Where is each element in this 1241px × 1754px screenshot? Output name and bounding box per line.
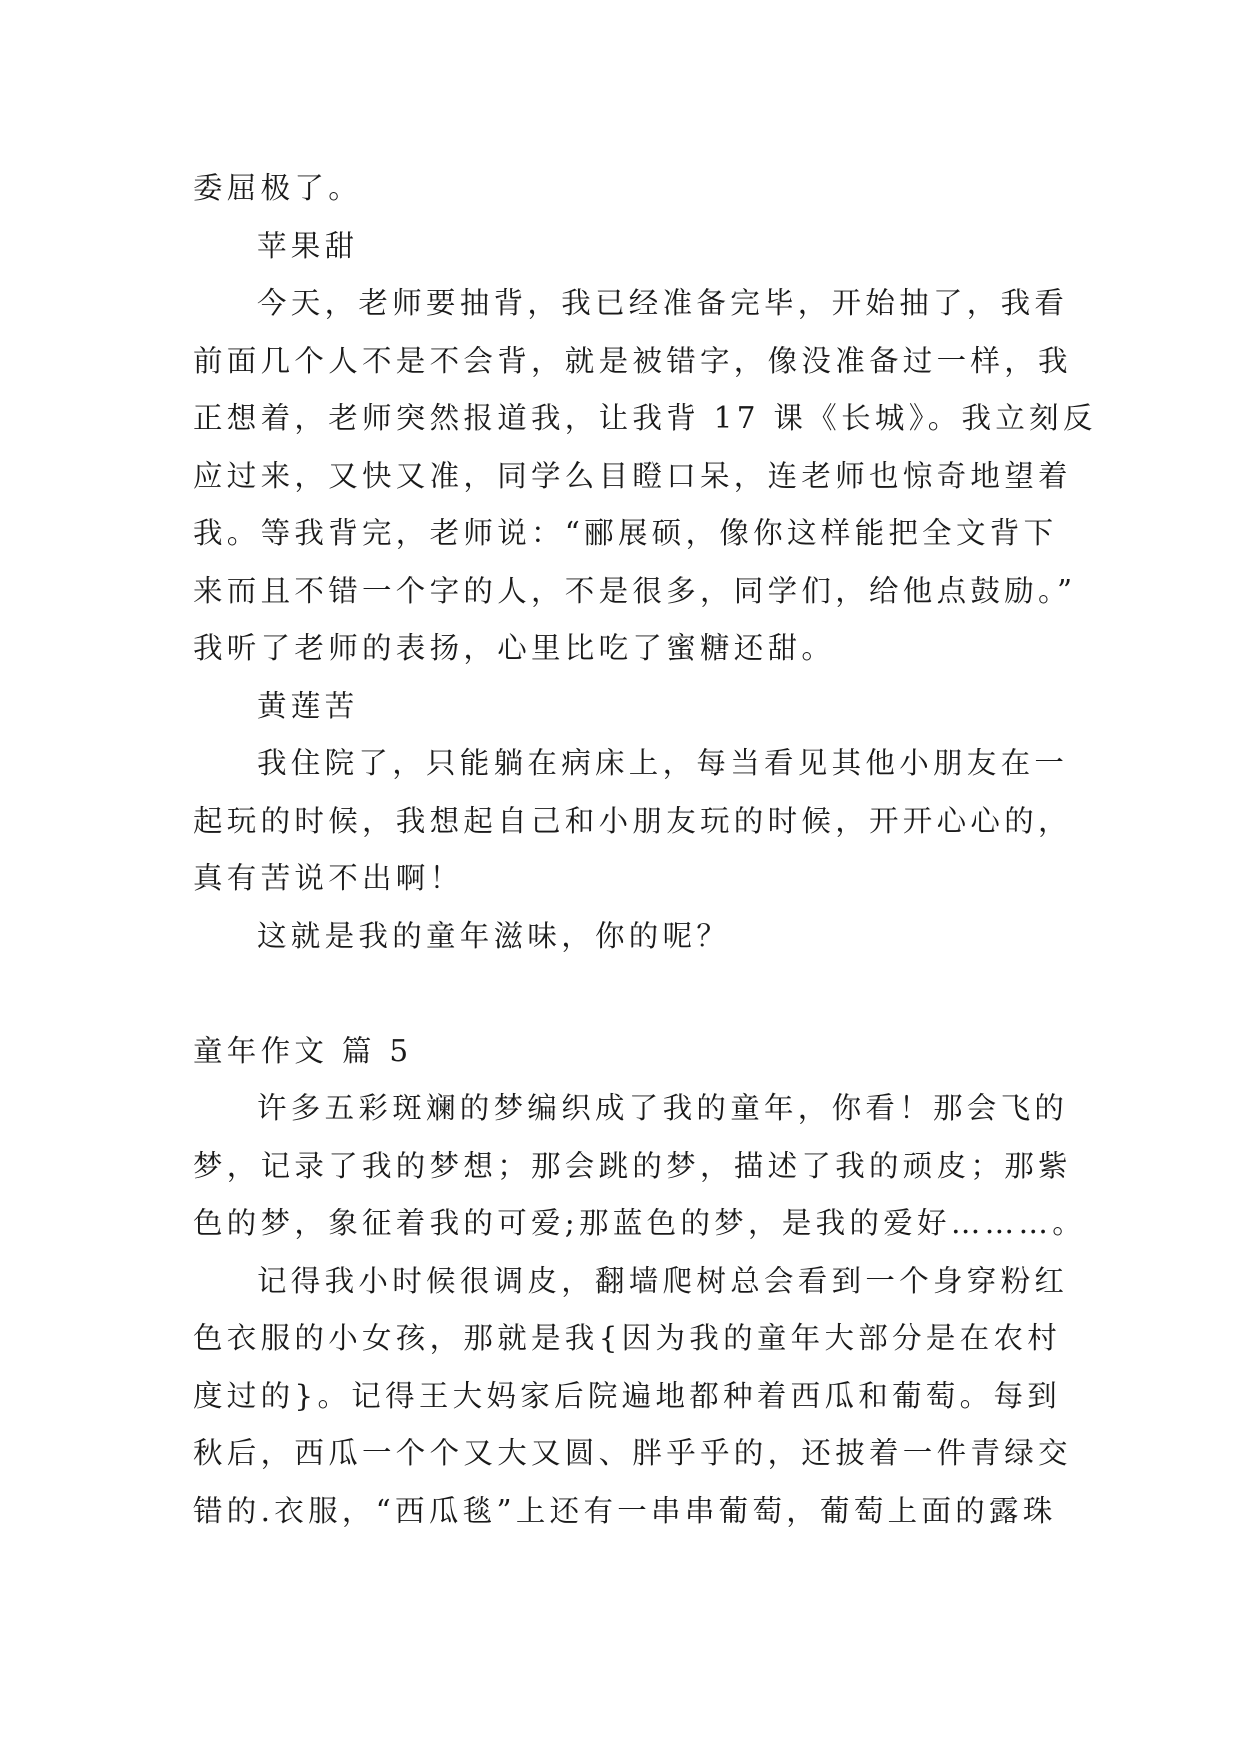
text-line: 我听了老师的表扬，心里比吃了蜜糖还甜。: [193, 631, 836, 665]
text-line: 色的梦，象征着我的可爱;那蓝色的梦，是我的爱好………。: [193, 1206, 1087, 1240]
text-line: 度过的}。记得王大妈家后院遍地都种着西瓜和葡萄。每到: [193, 1378, 1062, 1413]
subheading-sweet: 苹果甜: [257, 228, 359, 263]
closing-line: 这就是我的童年滋味，你的呢？: [257, 918, 731, 953]
text-line: 秋后，西瓜一个个又大又圆、胖乎乎的，还披着一件青绿交: [193, 1436, 1072, 1470]
subheading-bitter: 黄莲苦: [257, 688, 359, 723]
section-spacer: [193, 965, 1053, 1023]
paragraph-memories: [193, 1253, 1072, 1541]
section-title: 童年作文 篇 5: [193, 1033, 413, 1068]
paragraph-dreams: [193, 1080, 1087, 1253]
text-line: 正想着，老师突然报道我，让我背 17 课《长城》。我立刻反: [193, 401, 1097, 435]
text-line: 应过来，又快又准，同学么目瞪口呆，连老师也惊奇地望着: [193, 458, 1072, 493]
text-line: 真有苦说不出啊！: [193, 861, 464, 895]
text-line: 委屈极了。: [193, 171, 363, 205]
paragraph-sweet: [193, 275, 1097, 678]
text-line: 前面几个人不是不会背，就是被错字，像没准备过一样，我: [193, 343, 1072, 378]
paragraph-bitter: [193, 735, 1072, 908]
text-line: 错的.衣服，“西瓜毯”上还有一串串葡萄，葡萄上面的露珠: [193, 1493, 1057, 1528]
text-line: 我。等我背完，老师说：“郦展硕，像你这样能把全文背下: [193, 516, 1058, 550]
text-line: 来而且不错一个字的人，不是很多，同学们，给他点鼓励。”: [193, 573, 1077, 608]
text-line: 记得我小时候很调皮，翻墙爬树总会看到一个身穿粉红: [257, 1263, 1069, 1298]
text-line: 我住院了，只能躺在病床上，每当看见其他小朋友在一: [257, 746, 1069, 780]
text-line: 梦，记录了我的梦想；那会跳的梦，描述了我的顽皮；那紫: [193, 1148, 1072, 1183]
essay-body: [193, 160, 1097, 1540]
text-line: 起玩的时候，我想起自己和小朋友玩的时候，开开心心的，: [193, 803, 1072, 838]
text-line: 色衣服的小女孩，那就是我{因为我的童年大部分是在农村: [193, 1321, 1062, 1355]
text-line: 今天，老师要抽背，我已经准备完毕，开始抽了，我看: [257, 286, 1069, 320]
text-line: 许多五彩斑斓的梦编织成了我的童年，你看！那会飞的: [257, 1091, 1069, 1125]
